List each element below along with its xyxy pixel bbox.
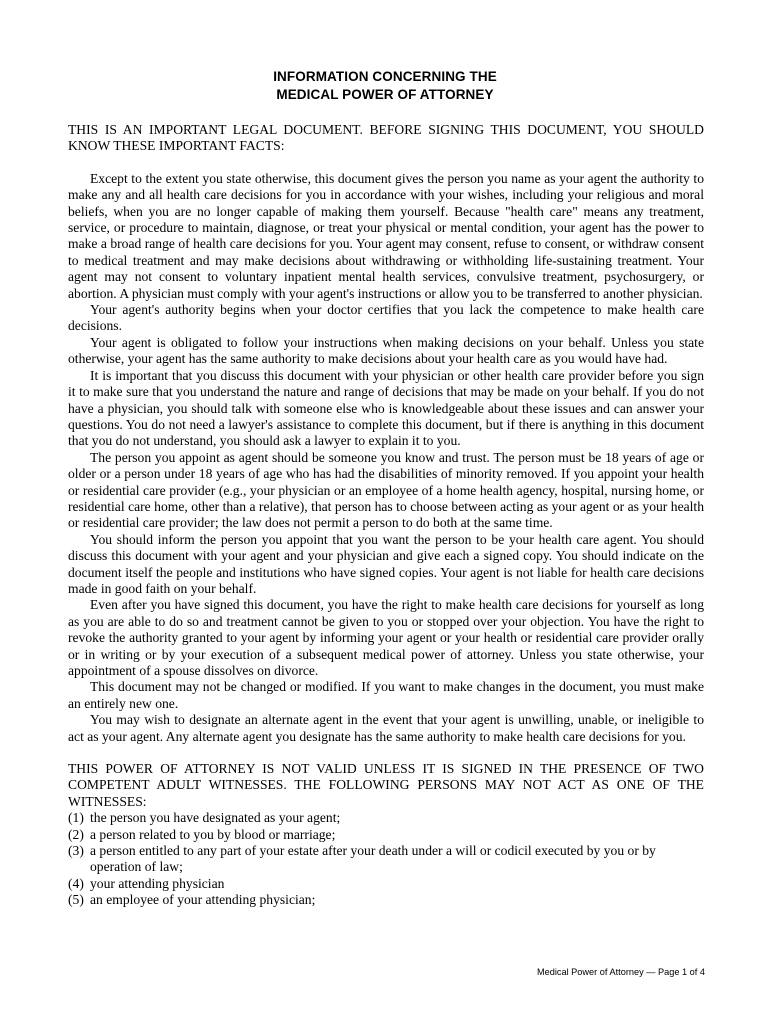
list-item-text: an employee of your attending physician; (90, 892, 316, 908)
paragraph: Even after you have signed this document, you have the right to make health care decisions for yourself as long as you are able to do so and treatment cannot be given to you or stopped over your objection. You have the right to revoke the authority granted to your agent by informing your agent or your health or residential care provider orally or in writing or by your execution of a subsequent medical power of attorney. Unless you state otherwise, your appointment of a spouse dissolves on divorce. (68, 597, 704, 678)
document-body (68, 122, 704, 909)
list-item-text: a person related to you by blood or marriage; (90, 826, 336, 842)
paragraph-list (68, 171, 704, 745)
list-item-number: (2) (68, 826, 84, 842)
paragraph: Your agent is obligated to follow your instructions when making decisions on your behalf. Unless you state otherwise, your agent has the same authority to make decisions about your health care as you would have had. (68, 334, 704, 367)
list-item-number: (5) (68, 892, 84, 908)
paragraph: This document may not be changed or modified. If you want to make changes in the document, you must make an entirely new one. (68, 679, 704, 711)
paragraph: It is important that you discuss this document with your physician or other health care provider before you sign it to make sure that you understand the nature and range of decisions that may be made on your behalf. If you do not have a physician, you should talk with someone else who is knowledgeable about these issues and can answer your questions. You do not need a lawyer's assistance to complete this document, but if there is anything in this document that you do not understand, you should ask a lawyer to explain it to you. (68, 367, 704, 449)
list-item-number: (3) (68, 843, 84, 859)
witness-warning: THIS POWER OF ATTORNEY IS NOT VALID UNLESS IT IS SIGNED IN THE PRESENCE OF TWO COMPETENT ADULT WITNESSES. THE FOLLOWING PERSONS MAY NOT ACT AS ONE OF THE WITNESSES: (68, 761, 704, 809)
title-line-1: INFORMATION CONCERNING THE (273, 69, 497, 84)
list-item (68, 876, 704, 892)
list-item-text: the person you have designated as your agent; (90, 810, 341, 826)
paragraph: You should inform the person you appoint that you want the person to be your health care agent. You should discuss this document with your agent and your physician and give each a signed copy. You should indicate on the document itself the people and institutions who have signed copies. Your agent is not liable for health care decisions made in good faith on your behalf. (68, 531, 704, 596)
witness-exclusion-list (68, 810, 704, 908)
list-item (68, 843, 704, 876)
page-footer: Medical Power of Attorney — Page 1 of 4 (536, 967, 705, 977)
list-item (68, 892, 704, 908)
paragraph: Your agent's authority begins when your doctor certifies that you lack the competence to make health care decisions. (68, 302, 704, 334)
list-item-number: (1) (68, 810, 84, 826)
title-line-2: MEDICAL POWER OF ATTORNEY (276, 87, 494, 102)
list-item-text: a person entitled to any part of your estate after your death under a will or codicil executed by you or by operation of law; (90, 843, 656, 875)
list-item-number: (4) (68, 875, 84, 891)
list-item (68, 810, 704, 826)
list-item-text: your attending physician (90, 875, 225, 891)
document-title (0, 68, 770, 104)
paragraph: The person you appoint as agent should be someone you know and trust. The person must be 18 years of age or older or a person under 18 years of age who has had the disabilities of minority removed. If you appoint your health or residential care provider (e.g., your physician or an employee of a home health agency, hospital, nursing home, or residential care home, other than a relative), that person has to choose between acting as your agent or as your health or residential care provider; the law does not permit a person to do both at the same time. (68, 449, 704, 531)
intro-notice: THIS IS AN IMPORTANT LEGAL DOCUMENT. BEFORE SIGNING THIS DOCUMENT, YOU SHOULD KNOW THESE IMPORTANT FACTS: (68, 122, 704, 154)
paragraph: You may wish to designate an alternate agent in the event that your agent is unwilling, unable, or ineligible to act as your agent. Any alternate agent you designate has the same authority to make health care decisions for you. (68, 712, 704, 744)
paragraph: Except to the extent you state otherwise, this document gives the person you name as your agent the authority to make any and all health care decisions for you in accordance with your wishes, including your religious and moral beliefs, when you are no longer capable of making them yourself. Because "health care" means any treatment, service, or procedure to maintain, diagnose, or treat your physical or mental condition, your agent has the power to make a broad range of health care decisions for you. Your agent may consent, refuse to consent, or withdraw consent to medical treatment and may make decisions about withdrawing or withholding life-sustaining treatment. Your agent may not consent to voluntary inpatient mental health services, convulsive treatment, psychosurgery, or abortion. A physician must comply with your agent's instructions or allow you to be transferred to another physician. (68, 170, 704, 301)
list-item (68, 827, 704, 843)
